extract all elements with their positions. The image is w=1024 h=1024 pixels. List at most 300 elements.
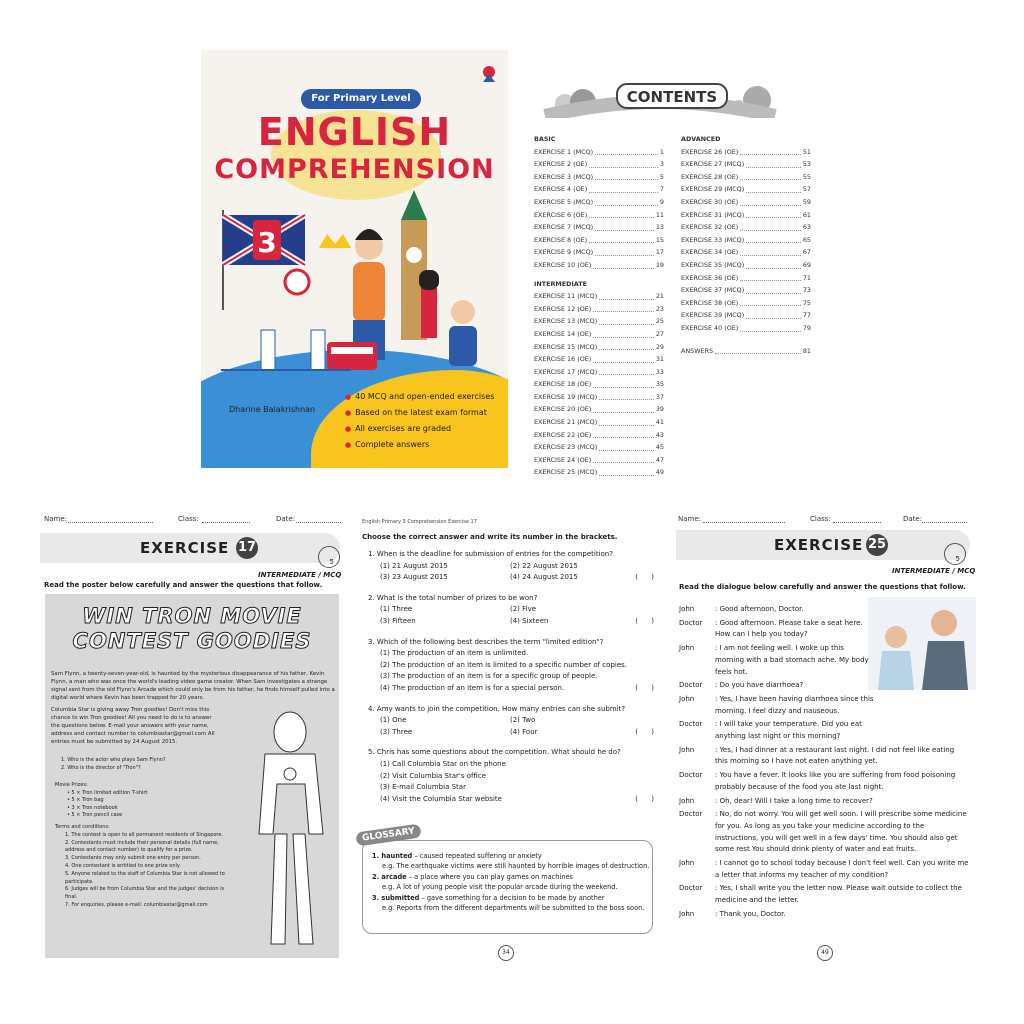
toc-entry-label: ANSWERS	[681, 346, 714, 355]
toc-entry-label: EXERCISE 11 (MCQ)	[534, 292, 598, 301]
toc-entry-page: 43	[655, 430, 664, 439]
poster-title-line2: CONTEST GOODIES	[72, 629, 312, 653]
toc-leader	[589, 183, 658, 193]
answer-option[interactable]: (1) Call Columbia Star on the phone	[380, 759, 506, 768]
toc-row[interactable]	[534, 158, 664, 171]
toc-row[interactable]	[534, 196, 664, 209]
speech-text: : I cannot go to school today because I don't feel well. Can you write me a letter that informs my teacher of my condition?	[715, 859, 969, 879]
glossary-title: GLOSSARY	[355, 824, 421, 847]
toc-advanced	[681, 131, 811, 357]
answer-option[interactable]: (1) One	[380, 716, 407, 725]
toc-entry-page: 3	[659, 160, 664, 169]
toc-entry-page: 1	[659, 147, 664, 156]
dialogue-line	[679, 909, 969, 921]
toc-leader	[599, 315, 654, 325]
toc-row[interactable]	[681, 259, 811, 272]
speaker-name: John	[679, 859, 695, 868]
dialogue-line	[679, 796, 969, 808]
toc-entry-label: EXERCISE 31 (MCQ)	[681, 210, 745, 219]
toc-entry-page: 9	[659, 197, 664, 206]
term-item: 7. For enquiries, please e-mail: columbiastar@gmail.com	[65, 901, 208, 908]
term-item: 4. One contestant is entitled to one prize only.	[65, 862, 181, 869]
toc-leader	[746, 234, 801, 244]
toc-entry-page: 57	[802, 185, 811, 194]
dialogue-line	[679, 618, 969, 641]
answer-option[interactable]: (3) Three	[380, 727, 413, 736]
toc-entry-page: 63	[802, 223, 811, 232]
toc-entry-label: EXERCISE 32 (OE)	[681, 223, 739, 232]
toc-entry-page: 45	[655, 443, 664, 452]
speech-text: : You have a fever. It looks like you are suffering from food poisoning probably because of the food you ate last night.	[715, 771, 956, 791]
toc-leader	[595, 246, 654, 256]
toc-leader	[599, 341, 654, 351]
toc-leader	[595, 171, 658, 181]
toc-entry-page: 11	[655, 210, 664, 219]
class-label: Class:	[810, 515, 831, 523]
answer-brackets[interactable]: ( )	[635, 683, 654, 692]
poster-story: Sam Flynn, a twenty-seven-year-old, is haunted by the mysterious disappearance of his father, Kevin Flynn, a man who was once the world's leading video game creator. When Sam investigates a strange signal sent from the old Flynn's Arcade which could only be from his father, he finds himself pulled into a digital world where Kevin has been trapped for 20 years.	[51, 671, 335, 701]
glossary-item	[372, 873, 650, 892]
glossary-example: e.g. Reports from the different departments will be submitted to the boss soon.	[382, 903, 645, 912]
answer-option[interactable]: (3) E-mail Columbia Star	[380, 783, 466, 792]
toc-row[interactable]	[681, 234, 811, 247]
speech-text: : Yes, I shall write you the letter now. Please wait outside to collect the medicine and the letter.	[715, 884, 962, 905]
speaker-name: John	[679, 745, 695, 754]
poster-question: 1. Who is the actor who plays Sam Flynn?	[61, 757, 166, 763]
speaker-name: Doctor	[679, 884, 703, 893]
toc-entry-label: EXERCISE 40 (OE)	[681, 323, 739, 332]
page-number: 49	[817, 945, 833, 961]
instruction: Read the poster below carefully and answer the questions that follow.	[44, 581, 323, 589]
speaker-name: John	[679, 644, 695, 653]
poster-question: 2. Who is the director of "Tron"?	[61, 765, 141, 771]
toc-leader	[589, 209, 654, 219]
toc-entry-label: EXERCISE 20 (OE)	[534, 405, 592, 414]
speech-text: : Yes, I had dinner at a restaurant last night. I did not feel like eating this morning so I have not eaten anything yet.	[715, 745, 955, 766]
name-line	[68, 522, 153, 523]
royal-guard-figure	[421, 288, 437, 338]
toc-entry-label: EXERCISE 24 (OE)	[534, 455, 592, 464]
toc-entry-page: 81	[802, 346, 811, 355]
tron-character-illustration	[235, 704, 335, 954]
answer-option[interactable]: (3) The production of an item is for a specific group of people.	[380, 672, 598, 681]
toc-row[interactable]	[681, 246, 811, 259]
toc-entry-label: EXERCISE 36 (OE)	[681, 273, 739, 282]
toc-entry-page: 65	[802, 235, 811, 244]
answer-option[interactable]: (1) 21 August 2015	[380, 561, 448, 570]
toc-leader	[593, 353, 654, 363]
toc-row[interactable]	[534, 416, 664, 429]
toc-leader	[593, 454, 654, 464]
toc-entry-label: EXERCISE 34 (OE)	[681, 248, 739, 257]
toc-entry-page: 79	[802, 323, 811, 332]
dialogue-line	[679, 643, 969, 678]
toc-row[interactable]	[534, 441, 664, 454]
toc-row[interactable]	[681, 322, 811, 335]
toc-leader	[593, 259, 654, 269]
toc-row[interactable]	[681, 146, 811, 159]
alarm-clock-icon	[285, 270, 309, 294]
toc-entry-label: EXERCISE 17 (MCQ)	[534, 367, 598, 376]
toc-leader	[740, 146, 801, 156]
toc-entry-page: 61	[802, 210, 811, 219]
toc-row[interactable]	[681, 158, 811, 171]
toc-leader	[593, 403, 654, 413]
dialogue-line	[679, 604, 969, 616]
score-circle: 5	[318, 546, 340, 568]
answer-option[interactable]: (4) Four	[510, 727, 538, 736]
term-item: 5. Anyone related to the staff of Columbia Star is not allowed to participate.	[65, 870, 225, 885]
toc-section-label: INTERMEDIATE	[534, 279, 587, 288]
toc-entry-label: EXERCISE 30 (OE)	[681, 197, 739, 206]
feature-list	[345, 389, 494, 453]
toc-leader	[599, 466, 654, 476]
toc-row[interactable]	[534, 341, 664, 354]
toc-entry-label: EXERCISE 22 (OE)	[534, 430, 592, 439]
toc-row[interactable]	[681, 221, 811, 234]
dialogue-line	[679, 745, 969, 768]
grade-number: 3	[257, 226, 277, 259]
answer-option[interactable]: (2) Five	[510, 605, 537, 614]
toc-leader	[599, 416, 654, 426]
toc-row[interactable]	[534, 146, 664, 159]
toc-row[interactable]	[534, 171, 664, 184]
answer-option[interactable]: (4) Sixteen	[510, 616, 549, 625]
glossary-example: e.g. A lot of young people visit the popular arcade during the weekend.	[382, 882, 618, 891]
toc-entry-label: EXERCISE 39 (MCQ)	[681, 311, 745, 320]
publisher-logo-icon	[483, 66, 495, 82]
toc-row[interactable]	[534, 353, 664, 366]
answer-option[interactable]: (4) Visit the Columbia Star website	[380, 794, 502, 803]
toc-row[interactable]	[534, 183, 664, 196]
dialogue	[679, 604, 969, 923]
speaker-name: Doctor	[679, 618, 703, 627]
class-line	[833, 522, 881, 523]
toc-entry-page: 59	[802, 197, 811, 206]
answer-option[interactable]: (2) The production of an item is limited to a specific number of copies.	[380, 660, 628, 669]
toc-leader	[595, 146, 658, 156]
toc-leader	[593, 429, 654, 439]
toc-leader	[589, 158, 658, 168]
term-item: 3. Contestants may only submit one entry per person.	[65, 855, 201, 862]
poster-title-line1: WIN TRON MOVIE	[82, 604, 302, 628]
toc-entry-page: 51	[802, 147, 811, 156]
toc-section-label: ADVANCED	[681, 135, 721, 143]
date-label: Date:	[276, 515, 296, 523]
toc-entry-label: EXERCISE 19 (MCQ)	[534, 392, 598, 401]
toc-entry-label: EXERCISE 10 (OE)	[534, 260, 592, 269]
toc-row[interactable]	[681, 183, 811, 196]
speech-text: : Thank you, Doctor.	[715, 909, 786, 918]
answer-brackets[interactable]: ( )	[635, 616, 654, 625]
toc-row[interactable]	[681, 272, 811, 285]
speech-text: : Oh, dear! Will I take a long time to recover?	[715, 796, 873, 805]
speech-text: : Yes, I have been having diarrhoea since this morning. I feel dizzy and nauseous.	[715, 694, 874, 715]
question-instruction: Choose the correct answer and write its number in the brackets.	[362, 533, 618, 541]
name-line	[703, 522, 785, 523]
contents-title: CONTENTS	[626, 88, 718, 106]
toc-leader	[593, 378, 654, 388]
question-block	[368, 637, 654, 695]
glossary-list	[372, 852, 650, 916]
toc-leader	[595, 196, 658, 206]
toc-entry-page: 15	[655, 235, 664, 244]
answer-option[interactable]: (3) 23 August 2015	[380, 573, 448, 582]
toc-entry-page: 53	[802, 160, 811, 169]
toc-entry-page: 21	[655, 292, 664, 301]
toc-row[interactable]	[681, 196, 811, 209]
toc-entry-label: EXERCISE 33 (MCQ)	[681, 235, 745, 244]
glossary-definition: – caused repeated suffering or anxiety	[414, 852, 542, 860]
terms-label: Terms and conditions:	[55, 824, 110, 830]
speaker-name: John	[679, 909, 695, 918]
toc-entry-label: EXERCISE 8 (OE)	[534, 235, 588, 244]
toc-leader	[746, 209, 801, 219]
question-block	[368, 593, 654, 628]
contents-banner	[535, 78, 785, 118]
toc-entry-page: 49	[655, 468, 664, 477]
feature-item: ● All exercises are graded	[345, 421, 494, 437]
toc-row[interactable]	[534, 290, 664, 303]
feature-item: ● Complete answers	[345, 437, 494, 453]
question-text: 5. Chris has some questions about the competition. What should he do?	[368, 748, 621, 757]
toc-row[interactable]	[534, 234, 664, 247]
answer-option[interactable]: (3) Fifteen	[380, 616, 416, 625]
dialogue-line	[679, 858, 969, 881]
author-name: Dharine Balakrishnan	[229, 405, 316, 414]
toc-leader	[746, 183, 801, 193]
toc-entry-label: EXERCISE 35 (MCQ)	[681, 260, 745, 269]
class-label: Class:	[178, 515, 199, 523]
term-item: 2. Contestants must include their personal details (full name, address and contact number) to qualify for a prize.	[65, 839, 219, 854]
dialogue-line	[679, 719, 969, 742]
toc-entry-label: EXERCISE 15 (MCQ)	[534, 342, 598, 351]
toc-entry-page: 25	[655, 317, 664, 326]
toc-entry-label: EXERCISE 26 (OE)	[681, 147, 739, 156]
toc-entry-page: 41	[655, 418, 664, 427]
toc-row[interactable]	[534, 328, 664, 341]
poster-contest-info: Columbia Star is giving away Tron goodies! Don't miss this chance to win Tron goodies! All you need to do is to answer the questions below. E-mail your answers with your name, address and contact number to columbiastar@gmail.com All entries must be submitted by 24 August 2015.	[51, 707, 215, 745]
toc-leader	[740, 272, 801, 282]
toc-leader	[593, 328, 654, 338]
speaker-name: Doctor	[679, 720, 703, 729]
question-block	[368, 549, 654, 584]
toc-entry-label: EXERCISE 9 (MCQ)	[534, 248, 594, 257]
toc-row[interactable]	[681, 209, 811, 222]
toc-entry-label: EXERCISE 1 (MCQ)	[534, 147, 594, 156]
speaker-name: John	[679, 694, 695, 703]
toc-entry-page: 71	[802, 273, 811, 282]
toc-entry-page: 27	[655, 329, 664, 338]
toc-entry-page: 47	[655, 455, 664, 464]
speech-text: : I am not feeling well. I woke up this morning with a bad stomach ache. My body feels hot.	[715, 644, 869, 676]
question-list	[368, 549, 654, 814]
glossary-definition: – a place where you can play games on machines	[408, 873, 573, 882]
term-item: 1. The contest is open to all permanent residents of Singapore.	[65, 831, 224, 838]
toc-entry-label: EXERCISE 27 (MCQ)	[681, 160, 745, 169]
speech-text: : Good afternoon, Doctor.	[715, 605, 804, 613]
toc-leader	[740, 221, 801, 231]
toc-entry-label: EXERCISE 29 (MCQ)	[681, 185, 745, 194]
toc-leader	[589, 234, 654, 244]
toc-entry-page: 37	[655, 392, 664, 401]
toc-entry-page: 7	[659, 185, 664, 194]
toc-row[interactable]	[534, 303, 664, 316]
answer-brackets[interactable]: ( )	[635, 727, 654, 736]
boy-figure	[451, 300, 475, 324]
toc-entry-label: EXERCISE 28 (OE)	[681, 172, 739, 181]
toc-row[interactable]	[534, 315, 664, 328]
toc-leader	[746, 158, 801, 168]
toc-answers-row[interactable]	[681, 345, 811, 358]
toc-entry-label: EXERCISE 13 (MCQ)	[534, 317, 598, 326]
answer-option[interactable]: (4) 24 August 2015	[510, 573, 578, 582]
toc-row[interactable]	[681, 297, 811, 310]
feature-item: ● Based on the latest exam format	[345, 405, 494, 421]
toc-row[interactable]	[534, 403, 664, 416]
prize-item: • 5 × Tron pencil case	[67, 812, 123, 819]
dialogue-line	[679, 680, 969, 692]
answer-option[interactable]: (2) Two	[510, 716, 536, 725]
dialogue-line	[679, 694, 969, 717]
exercise-number: 25	[866, 534, 888, 556]
toc-row[interactable]	[534, 366, 664, 379]
dialogue-line	[679, 883, 969, 906]
answer-option[interactable]: (4) The production of an item is for a special person.	[380, 683, 565, 692]
dialogue-line	[679, 809, 969, 856]
prizes-label: Movie Prizes:	[55, 782, 88, 788]
feature-item: ● 40 MCQ and open-ended exercises	[345, 389, 494, 405]
toc-entry-page: 17	[655, 248, 664, 257]
glossary-definition: – gave something for a decision to be made by another	[421, 894, 605, 903]
speech-text: : Good afternoon. Please take a seat here. How can I help you today?	[715, 618, 863, 639]
level-tag: INTERMEDIATE / MCQ	[258, 571, 342, 579]
toc-entry-page: 35	[655, 380, 664, 389]
poster-terms	[55, 824, 225, 910]
term-item: 6. Judges will be from Columbia Star and the judges' decision is final.	[65, 886, 225, 901]
toc-entry-label: EXERCISE 23 (MCQ)	[534, 443, 598, 452]
running-header: English Primary 3 Comprehension Exercise 17	[362, 519, 477, 525]
toc-row[interactable]	[534, 429, 664, 442]
question-text: 1. When is the deadline for submission of entries for the competition?	[368, 550, 613, 558]
speaker-name: John	[679, 605, 695, 613]
toc-entry-label: EXERCISE 12 (OE)	[534, 304, 592, 313]
toc-row[interactable]	[534, 209, 664, 222]
name-label: Name:	[678, 515, 702, 523]
answer-option[interactable]: (1) The production of an item is unlimited.	[380, 649, 529, 658]
question-block	[368, 747, 654, 805]
toc-row[interactable]	[534, 259, 664, 272]
level-badge: For Primary Level	[301, 89, 421, 109]
toc-entry-label: EXERCISE 2 (OE)	[534, 160, 588, 169]
toc-leader	[746, 259, 801, 269]
toc-entry-page: 33	[655, 367, 664, 376]
date-line	[922, 522, 967, 523]
toc-row[interactable]	[534, 378, 664, 391]
toc-leader	[599, 366, 654, 376]
glossary-term: 2. arcade	[372, 873, 407, 882]
date-line	[296, 522, 341, 523]
toc-section-label: BASIC	[534, 135, 556, 143]
toc-entry-page: 19	[655, 260, 664, 269]
speech-text: : Do you have diarrhoea?	[715, 681, 804, 690]
glossary-example: e.g. The earthquake victims were still haunted by horrible images of destruction.	[382, 861, 650, 870]
speaker-name: Doctor	[679, 810, 703, 819]
poster-prizes	[55, 782, 147, 820]
glossary-term: 1. haunted	[372, 852, 413, 860]
toc-entry-label: EXERCISE 3 (MCQ)	[534, 172, 594, 181]
toc-entry-label: EXERCISE 21 (MCQ)	[534, 418, 598, 427]
toc-leader	[599, 290, 654, 300]
prize-item: • 5 × Tron limited edition T-shirt	[67, 789, 148, 796]
answer-option[interactable]: (2) 22 August 2015	[510, 561, 578, 570]
exercise-number: 17	[236, 537, 258, 559]
poster	[45, 594, 339, 958]
toc-entry-label: EXERCISE 4 (OE)	[534, 185, 588, 194]
question-text: 3. Which of the following best describes the term "limited edition"?	[368, 637, 604, 646]
toc-row[interactable]	[534, 246, 664, 259]
toc-leader	[740, 246, 801, 256]
date-label: Date:	[903, 515, 923, 523]
answer-brackets[interactable]: ( )	[635, 794, 654, 803]
crown-icon	[319, 234, 351, 248]
toc-entry-label: EXERCISE 25 (MCQ)	[534, 468, 598, 477]
toc-leader	[599, 391, 654, 401]
toc-entry-page: 55	[802, 172, 811, 181]
dialogue-line	[679, 770, 969, 793]
toc-leader	[740, 297, 801, 307]
toc-entry-label: EXERCISE 38 (OE)	[681, 298, 739, 307]
toc-entry-page: 77	[802, 311, 811, 320]
glossary-item	[372, 894, 650, 913]
toc-row[interactable]	[534, 221, 664, 234]
toc-entry-page: 23	[655, 304, 664, 313]
page-number: 34	[498, 945, 514, 961]
glossary-item	[372, 852, 650, 871]
toc-row[interactable]	[681, 171, 811, 184]
toc-row[interactable]	[534, 454, 664, 467]
toc-entry-page: 31	[655, 355, 664, 364]
toc-entry-label: EXERCISE 5 (MCQ)	[534, 197, 594, 206]
toc-leader	[593, 303, 654, 313]
toc-entry-page: 73	[802, 286, 811, 295]
level-tag: INTERMEDIATE / MCQ	[892, 567, 976, 575]
toc-row[interactable]	[534, 391, 664, 404]
toc-basic	[534, 131, 664, 479]
toc-entry-label: EXERCISE 7 (MCQ)	[534, 223, 594, 232]
class-line	[202, 522, 250, 523]
answer-option[interactable]: (2) Visit Columbia Star's office	[380, 771, 486, 780]
toc-row[interactable]	[681, 309, 811, 322]
toc-leader	[595, 221, 654, 231]
answer-brackets[interactable]: ( )	[635, 573, 654, 582]
book-cover	[201, 50, 508, 468]
toc-entry-label: EXERCISE 37 (MCQ)	[681, 286, 745, 295]
toc-leader	[740, 171, 801, 181]
toc-row[interactable]	[534, 466, 664, 479]
union-flag-icon	[223, 210, 305, 310]
question-text: 2. What is the total number of prizes to be won?	[368, 593, 538, 602]
toc-entry-page: 67	[802, 248, 811, 257]
score-circle: 5	[944, 543, 966, 565]
toc-leader	[599, 441, 654, 451]
toc-leader	[746, 309, 801, 319]
toc-entry-label: EXERCISE 18 (OE)	[534, 380, 592, 389]
toc-entry-page: 13	[655, 223, 664, 232]
toc-entry-page: 69	[802, 260, 811, 269]
answer-option[interactable]: (1) Three	[380, 605, 413, 614]
toc-row[interactable]	[681, 284, 811, 297]
